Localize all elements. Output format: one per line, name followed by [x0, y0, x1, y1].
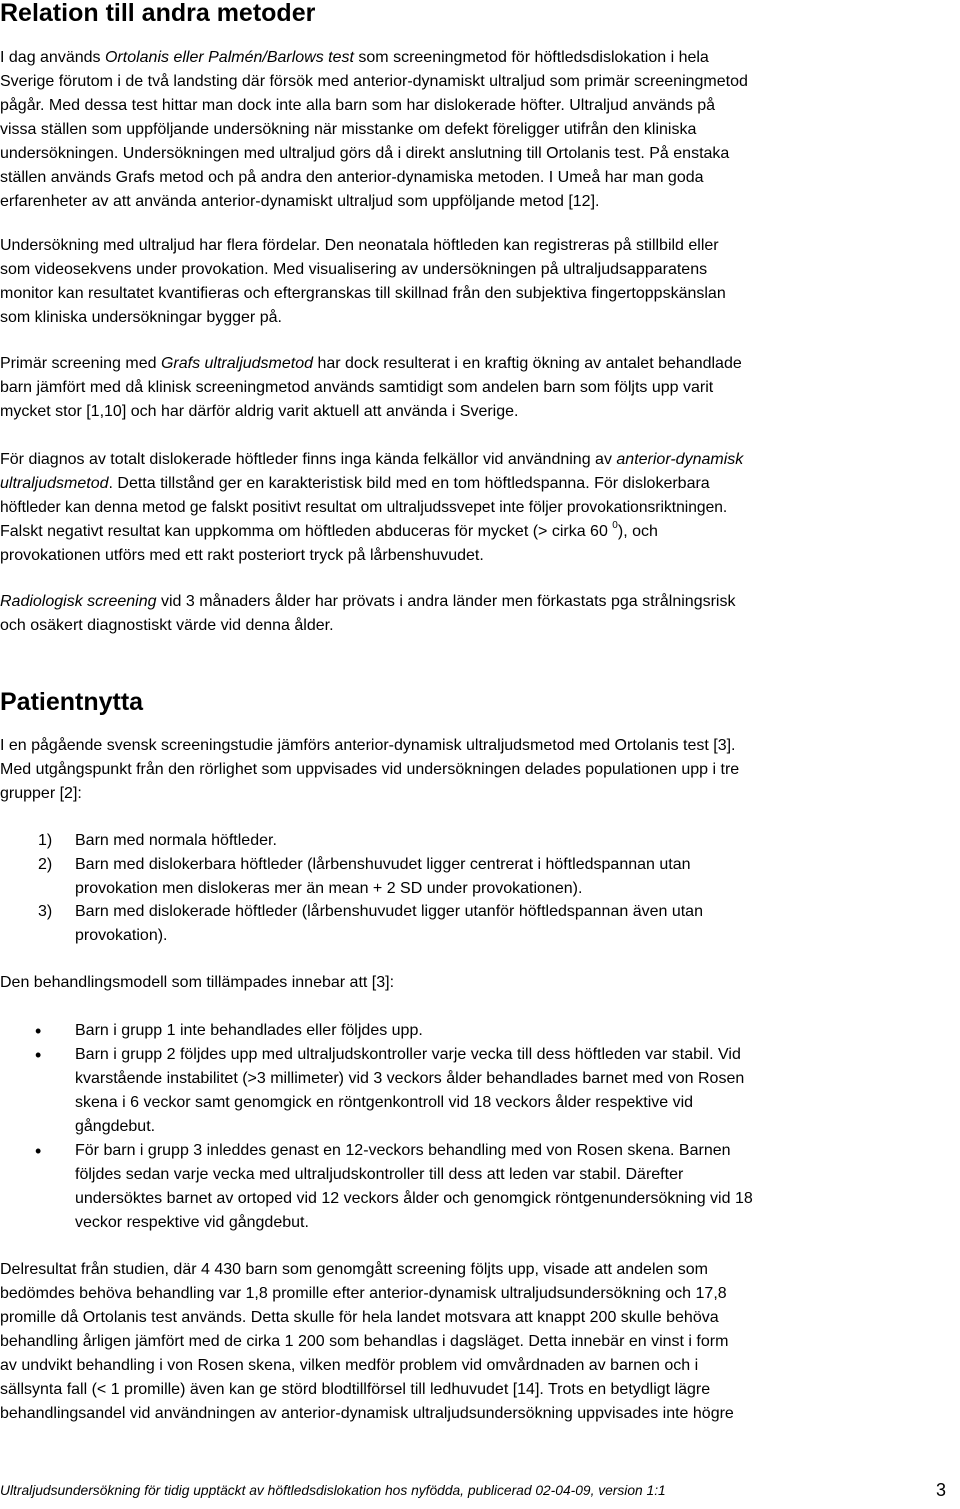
emphasis-radiologic-screening: Radiologisk screening — [0, 593, 157, 610]
text-line: monitor kan resultatet kvantifieras och eftergranskas till skillnad från den subjektiva fingertoppskänslan — [0, 285, 726, 302]
paragraph-relation-2 — [0, 234, 960, 330]
paragraph-relation-5 — [0, 590, 960, 638]
text-span: Falskt negativt resultat kan uppkomma om höftleden abduceras för mycket (> cirka 60 — [0, 523, 608, 540]
text-line: erfarenheter av att använda anterior-dynamiskt ultraljud som uppföljande metod [12]. — [0, 193, 600, 210]
text-line: promille då Ortolanis test används. Detta skulle för hela landet motsvara att knappt 200 skulle behöva — [0, 1309, 719, 1326]
text-line: Undersökning med ultraljud har flera fördelar. Den neonatala höftleden kan registreras på stillbild eller — [0, 237, 719, 254]
list-number: 1) — [38, 832, 53, 849]
text-line: behandling årligen jämfört med de cirka 1 200 som behandlas i dagsläget. Detta innebär en vinst i form — [0, 1333, 729, 1350]
text-line: vissa ställen som uppföljande undersökning när misstanke om defekt föreligger utifrån den kliniska — [0, 121, 697, 138]
text-line: undersökningen. Undersökningen med ultraljud görs då i direkt anslutning till Ortolanis test. På enstaka — [0, 145, 730, 162]
bullet-text: veckor respektive vid gångdebut. — [75, 1214, 309, 1231]
paragraph-patient-3 — [0, 1258, 960, 1426]
text-span: har dock resulterat i en kraftig ökning av antalet behandlade — [313, 355, 742, 372]
paragraph-relation-3 — [0, 352, 960, 424]
text-line — [0, 472, 960, 496]
list-number: 3) — [38, 903, 53, 920]
text-line: som videosekvens under provokation. Med visualisering av undersökningen på ultraljudsapparatens — [0, 261, 708, 278]
paragraph-relation-4 — [0, 448, 960, 568]
list-item-text: Barn med normala höftleder. — [75, 832, 277, 849]
text-line: Sverige förutom i de två landsting där försök med anterior-dynamiskt ultraljud som primär screeningmetod — [0, 73, 748, 90]
list-item-text: provokation). — [75, 927, 168, 944]
bullet-glyph: • — [35, 1141, 42, 1161]
text-span: . Detta tillstånd ger en karakteristisk bild med en tom höftledspanna. För dislokerbara — [108, 475, 710, 492]
superscript-degree: 0 — [612, 520, 618, 531]
text-line: av undvikt behandling i von Rosen skena, vilken medför problem vid omvårdnaden av barnen och i — [0, 1357, 699, 1374]
section-title-patientnytta: Patientnytta — [0, 688, 144, 716]
bullet-text: undersöktes barnet av ortoped vid 12 veckors ålder och genomgick röntgenundersökning vid 18 — [75, 1190, 753, 1207]
text-span: vid 3 månaders ålder har prövats i andra länder men förkastats pga strålningsrisk — [156, 593, 736, 610]
paragraph-patient-2 — [0, 971, 960, 995]
text-span: Primär screening med — [0, 355, 161, 372]
page-footer: Ultraljudsundersökning för tidig upptäckt av höftledsdislokation hos nyfödda, publicerad 02-04-09, version 1:1 — [0, 1483, 666, 1498]
text-span: som screeningmetod för höftledsdislokation i hela — [353, 49, 709, 66]
bullet-text: skena i 6 veckor samt genomgick en röntgenkontroll vid 18 veckors ålder respektive vid — [75, 1094, 694, 1111]
bullet-text: Barn i grupp 1 inte behandlades eller följdes upp. — [75, 1022, 423, 1039]
text-line — [0, 448, 960, 472]
text-line: I en pågående svensk screeningstudie jämförs anterior-dynamisk ultraljudsmetod med Ortolanis test [3]. — [0, 737, 736, 754]
emphasis-ortolani-barlow: Ortolanis eller Palmén/Barlows test — [104, 49, 354, 66]
list-number: 2) — [38, 856, 53, 873]
bullet-text: Barn i grupp 2 följdes upp med ultraljudskontroller varje vecka till dess höftleden var stabil. Vid — [75, 1046, 741, 1063]
text-line: barn jämfört med då klinisk screeningmetod används samtidigt som andelen barn som följts upp varit — [0, 379, 714, 396]
text-line: Den behandlingsmodell som tillämpades innebar att [3]: — [0, 974, 395, 991]
bullet-text: kvarstående instabilitet (>3 millimeter) vid 3 veckors ålder behandlades barnet med von Rosen — [75, 1070, 745, 1087]
page-number: 3 — [935, 1480, 946, 1500]
bullet-text: För barn i grupp 3 inleddes genast en 12-veckors behandling med von Rosen skena. Barnen — [75, 1142, 731, 1159]
bullet-glyph: • — [35, 1045, 42, 1065]
section-title-relation: Relation till andra metoder — [0, 0, 316, 27]
text-line: höftleder kan denna metod ge falskt positivt resultat om ultraljudssvepet inte följer provokationsriktningen. — [0, 499, 728, 516]
text-line: grupper [2]: — [0, 785, 82, 802]
text-line: bedömdes behöva behandling var 1,8 promille efter anterior-dynamisk ultraljudsundersökning och 17,8 — [0, 1285, 727, 1302]
text-line: ställen används Grafs metod och på andra den anterior-dynamiska metoden. I Umeå har man goda — [0, 169, 704, 186]
text-span: För diagnos av totalt dislokerade höftleder finns inga kända felkällor vid användning av — [0, 451, 617, 468]
text-span: ), och — [617, 523, 658, 540]
text-line: som kliniska undersökningar bygger på. — [0, 309, 282, 326]
text-line — [0, 520, 960, 544]
text-span: I dag används — [0, 49, 105, 66]
emphasis-grafs-method: Grafs ultraljudsmetod — [160, 355, 314, 372]
bullet-glyph: • — [35, 1021, 42, 1041]
emphasis-anterior-dynamic: anterior-dynamisk — [616, 451, 744, 468]
text-line: mycket stor [1,10] och har därför aldrig varit aktuell att använda i Sverige. — [0, 403, 519, 420]
text-line: pågår. Med dessa test hittar man dock inte alla barn som har dislokerade höfter. Ultraljud används på — [0, 97, 716, 114]
text-line — [0, 590, 960, 614]
text-line: och osäkert diagnostiskt värde vid denna ålder. — [0, 617, 334, 634]
text-line: provokationen utförs med ett rakt posteriort tryck på lårbenshuvudet. — [0, 547, 484, 564]
text-line: Delresultat från studien, där 4 430 barn som genomgått screening följts upp, visade att andelen som — [0, 1261, 708, 1278]
text-line — [0, 352, 960, 376]
bullet-text: gångdebut. — [75, 1118, 156, 1135]
text-line: sällsynta fall (< 1 promille) även kan ge störd blodtillförsel till ledhuvudet [14]. Trots en betydligt lägre — [0, 1381, 711, 1398]
text-line: behandlingsandel vid användningen av anterior-dynamisk ultraljudsundersökning uppvisades inte högre — [0, 1405, 734, 1422]
text-line — [0, 46, 960, 70]
list-item-text: Barn med dislokerbara höftleder (lårbenshuvudet ligger centrerat i höftledspannan utan — [75, 856, 691, 873]
list-item-text: provokation men dislokeras mer än mean + 2 SD under provokationen). — [75, 880, 583, 897]
list-item-text: Barn med dislokerade höftleder (lårbenshuvudet ligger utanför höftledspannan även utan — [75, 903, 703, 920]
paragraph-relation-1 — [0, 46, 960, 214]
bullet-text: följdes sedan varje vecka med ultraljudskontroller till dess att leden var stabil. Därefter — [75, 1166, 684, 1183]
text-line: Med utgångspunkt från den rörlighet som uppvisades vid undersökningen delades populationen upp i tre — [0, 761, 740, 778]
paragraph-patient-1 — [0, 734, 960, 806]
emphasis-ultrasound-method: ultraljudsmetod — [0, 475, 109, 492]
